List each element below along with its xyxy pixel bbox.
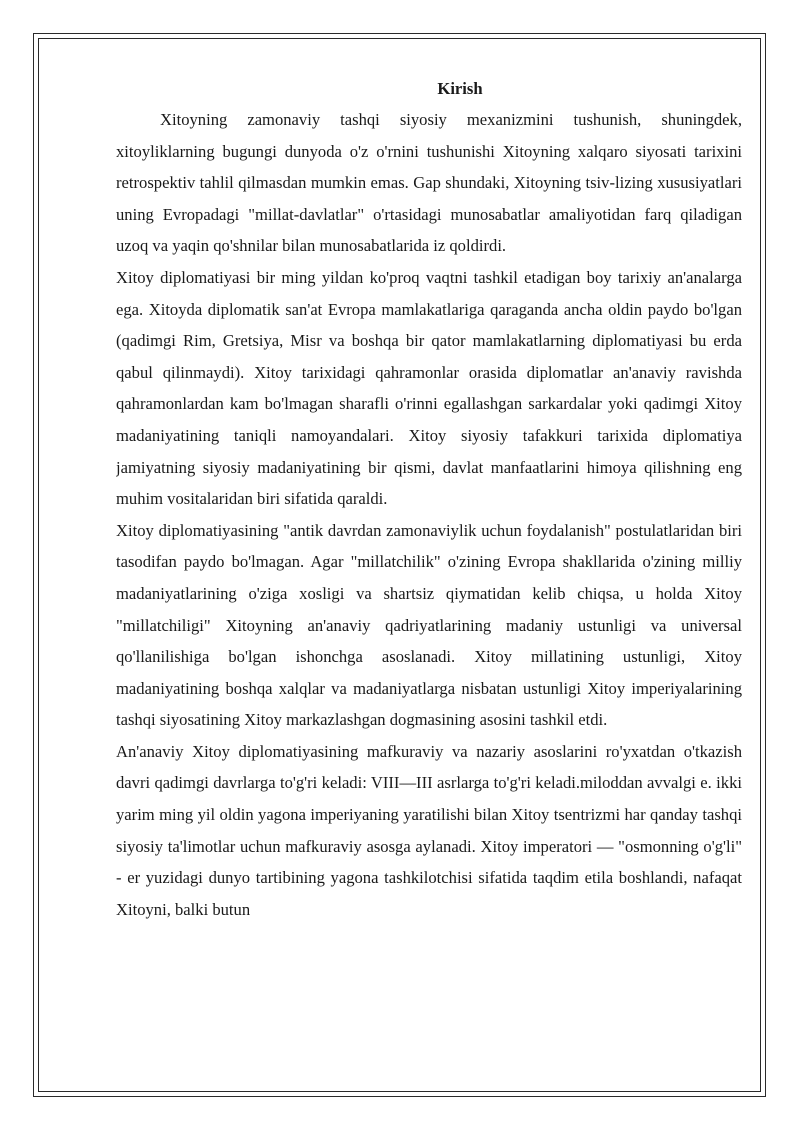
paragraph-2: Xitoy diplomatiyasi bir ming yildan ko'proq vaqtni tashkil etadigan boy tarixiy an'analarga ega. Xitoyda diplomatik san'at Evropa mamlakatlariga qaraganda ancha oldin paydo bo'lgan (qadimgi Rim, Gretsiya, Misr va boshqa bir qator mamlakatlarning diplomatiyasi bu erda qabul qilinmaydi). Xitoy tarixidagi qahramonlar orasida diplomatlar an'anaviy ravishda qahramonlardan kam bo'lmagan sharafli o'rinni egallashgan sarkardalar yoki qadimgi Xitoy madaniyatining taniqli namoyandalari. Xitoy siyosiy tafakkuri tarixida diplomatiya jamiyatning siyosiy madaniyatining bir qismi, davlat manfaatlarini himoya qilishning eng muhim vositalaridan biri sifatida qaraldi. bbox=[116, 267, 742, 509]
paragraph-4: An'anaviy Xitoy diplomatiyasining mafkuraviy va nazariy asoslarini ro'yxatdan o'tkazish davri qadimgi davrlarga to'g'ri keladi: VIII—III asrlarga to'g'ri keladi.miloddan avvalgi e. ikki yarim ming yil oldin yagona imperiyaning yaratilishi bilan Xitoy tsentrizmi har qanday tashqi siyosiy ta'limotlar uchun mafkuraviy asosga aylanadi. Xitoy imperatori — "osmonning o'g'li" - er yuzidagi dunyo tartibining yagona tashkilotchisi sifatida taqdim etila boshlandi, nafaqat Xitoyni, balki butun bbox=[116, 741, 742, 919]
document-body bbox=[116, 76, 742, 1076]
paragraph-3: Xitoy diplomatiyasining "antik davrdan zamonaviylik uchun foydalanish" postulatlaridan biri tasodifan paydo bo'lmagan. Agar "millatchilik" o'zining Evropa shakllarida o'zining milliy madaniyatlarining o'ziga xosligi va shartsiz qiymatidan kelib chiqsa, u holda Xitoy "millatchiligi" Xitoyning an'anaviy qadriyatlarining madaniy ustunligi va universal qo'llanilishiga bo'lgan ishonchga asoslanadi. Xitoy millatining ustunligi, Xitoy madaniyatining boshqa xalqlar va madaniyatlarga nisbatan ustunligi Xitoy imperiyalarining tashqi siyosatining Xitoy markazlashgan dogmasining asosini tashkil etdi. bbox=[116, 520, 742, 730]
paragraph-1: Xitoyning zamonaviy tashqi siyosiy mexanizmini tushunish, shuningdek, xitoyliklarning bugungi dunyoda o'z o'rnini tushunishi Xitoyning xalqaro siyosati tarixini retrospektiv tahlil qilmasdan mumkin emas. Gap shundaki, Xitoyning tsiv-lizing xususiyatlari uning Evropadagi "millat-davlatlar" o'rtasidagi munosabatlar amaliyotidan farq qiladigan uzoq va yaqin qo'shnilar bilan munosabatlarida iz qoldirdi. bbox=[116, 110, 742, 256]
document-title: Kirish bbox=[437, 79, 483, 98]
